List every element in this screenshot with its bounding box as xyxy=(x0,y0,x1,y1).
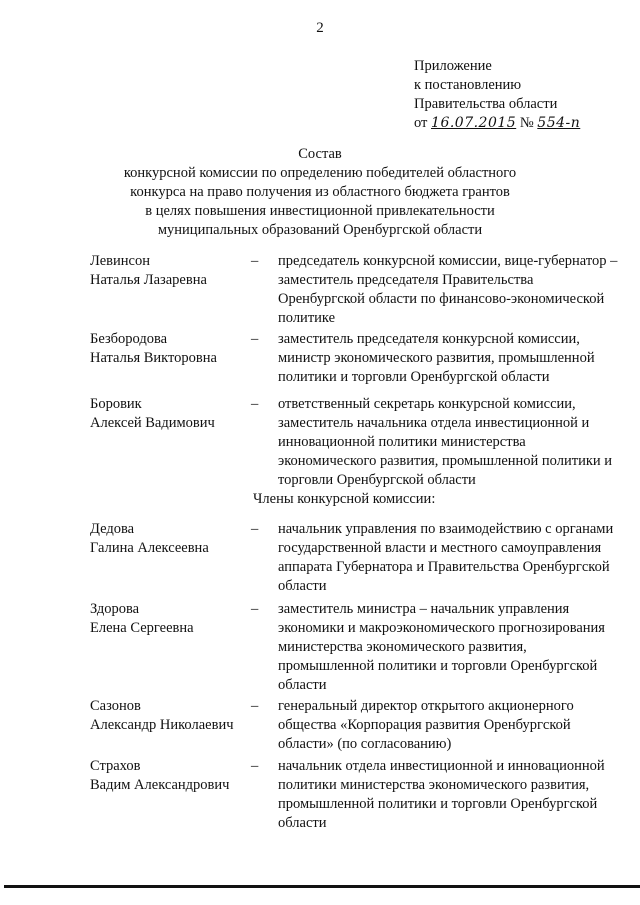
member-given-name: Вадим Александрович xyxy=(90,777,230,793)
title-line: конкурсной комиссии по определению победителей областного xyxy=(123,165,517,181)
member-role: заместитель председателя конкурсной комиссии, министр экономического развития, промышленной политики и торговли Оренбургской области xyxy=(278,331,595,385)
member-given-name: Александр Николаевич xyxy=(90,717,234,733)
member-name xyxy=(90,520,255,558)
title-line: конкурса на право получения из областного бюджета грантов xyxy=(130,184,510,200)
member-role: начальник управления по взаимодействию с органами государственной власти и местного самоуправления аппарата Губернатора и Правительства Оренбургской области xyxy=(278,521,614,594)
appendix-date-line xyxy=(414,114,580,133)
member-name xyxy=(90,395,255,433)
member-name xyxy=(90,600,255,638)
member-surname: Левинсон xyxy=(90,253,150,269)
page-number: 2 xyxy=(316,20,324,36)
appendix-block xyxy=(414,57,580,133)
member-given-name: Наталья Лазаревна xyxy=(90,272,207,288)
member-role: председатель конкурсной комиссии, вице-губернатор – заместитель председателя Правительства Оренбургской области по финансово-экономической политике xyxy=(278,253,618,326)
member-surname: Боровик xyxy=(90,396,142,412)
member-surname: Сазонов xyxy=(90,698,141,714)
dash: – xyxy=(251,521,259,537)
number-label: № xyxy=(519,115,534,131)
handwritten-number: 554-п xyxy=(537,115,581,131)
from-label: от xyxy=(414,115,428,131)
dash: – xyxy=(251,601,259,617)
member-name xyxy=(90,252,255,290)
title-line: муниципальных образований Оренбургской области xyxy=(157,222,483,238)
appendix-line: Правительства области xyxy=(414,96,558,112)
member-role: начальник отдела инвестиционной и инновационной политики министерства экономического развития, промышленной политики и торговли Оренбургской области xyxy=(278,758,605,831)
title-line: Состав xyxy=(298,146,342,162)
members-heading: Члены конкурсной комиссии: xyxy=(253,491,436,507)
document-title xyxy=(0,145,640,240)
dash: – xyxy=(251,331,259,347)
member-surname: Дедова xyxy=(90,521,135,537)
member-role: ответственный секретарь конкурсной комиссии, заместитель начальника отдела инвестиционной и инновационной политики министерства экономического развития, промышленной политики и торговли Оренбургской области xyxy=(278,396,613,488)
appendix-line: к постановлению xyxy=(414,77,522,93)
dash: – xyxy=(251,758,259,774)
appendix-line: Приложение xyxy=(414,58,492,74)
member-name xyxy=(90,330,255,368)
member-given-name: Галина Алексеевна xyxy=(90,540,209,556)
member-given-name: Наталья Викторовна xyxy=(90,350,217,366)
member-surname: Страхов xyxy=(90,758,141,774)
handwritten-date: 16.07.2015 xyxy=(431,115,517,131)
dash: – xyxy=(251,698,259,714)
member-given-name: Алексей Вадимович xyxy=(90,415,215,431)
member-surname: Безбородова xyxy=(90,331,168,347)
member-name xyxy=(90,697,255,735)
dash: – xyxy=(251,396,259,412)
scan-edge-line xyxy=(4,885,640,888)
title-line: в целях повышения инвестиционной привлекательности xyxy=(145,203,495,219)
member-given-name: Елена Сергеевна xyxy=(90,620,194,636)
member-role: заместитель министра – начальник управления экономики и макроэкономического прогнозирования министерства экономического развития, промышленной политики и торговли Оренбургской области xyxy=(278,601,605,693)
member-name xyxy=(90,757,255,795)
member-role: генеральный директор открытого акционерного общества «Корпорация развития Оренбургской области» (по согласованию) xyxy=(278,698,574,752)
dash: – xyxy=(251,253,259,269)
member-surname: Здорова xyxy=(90,601,140,617)
